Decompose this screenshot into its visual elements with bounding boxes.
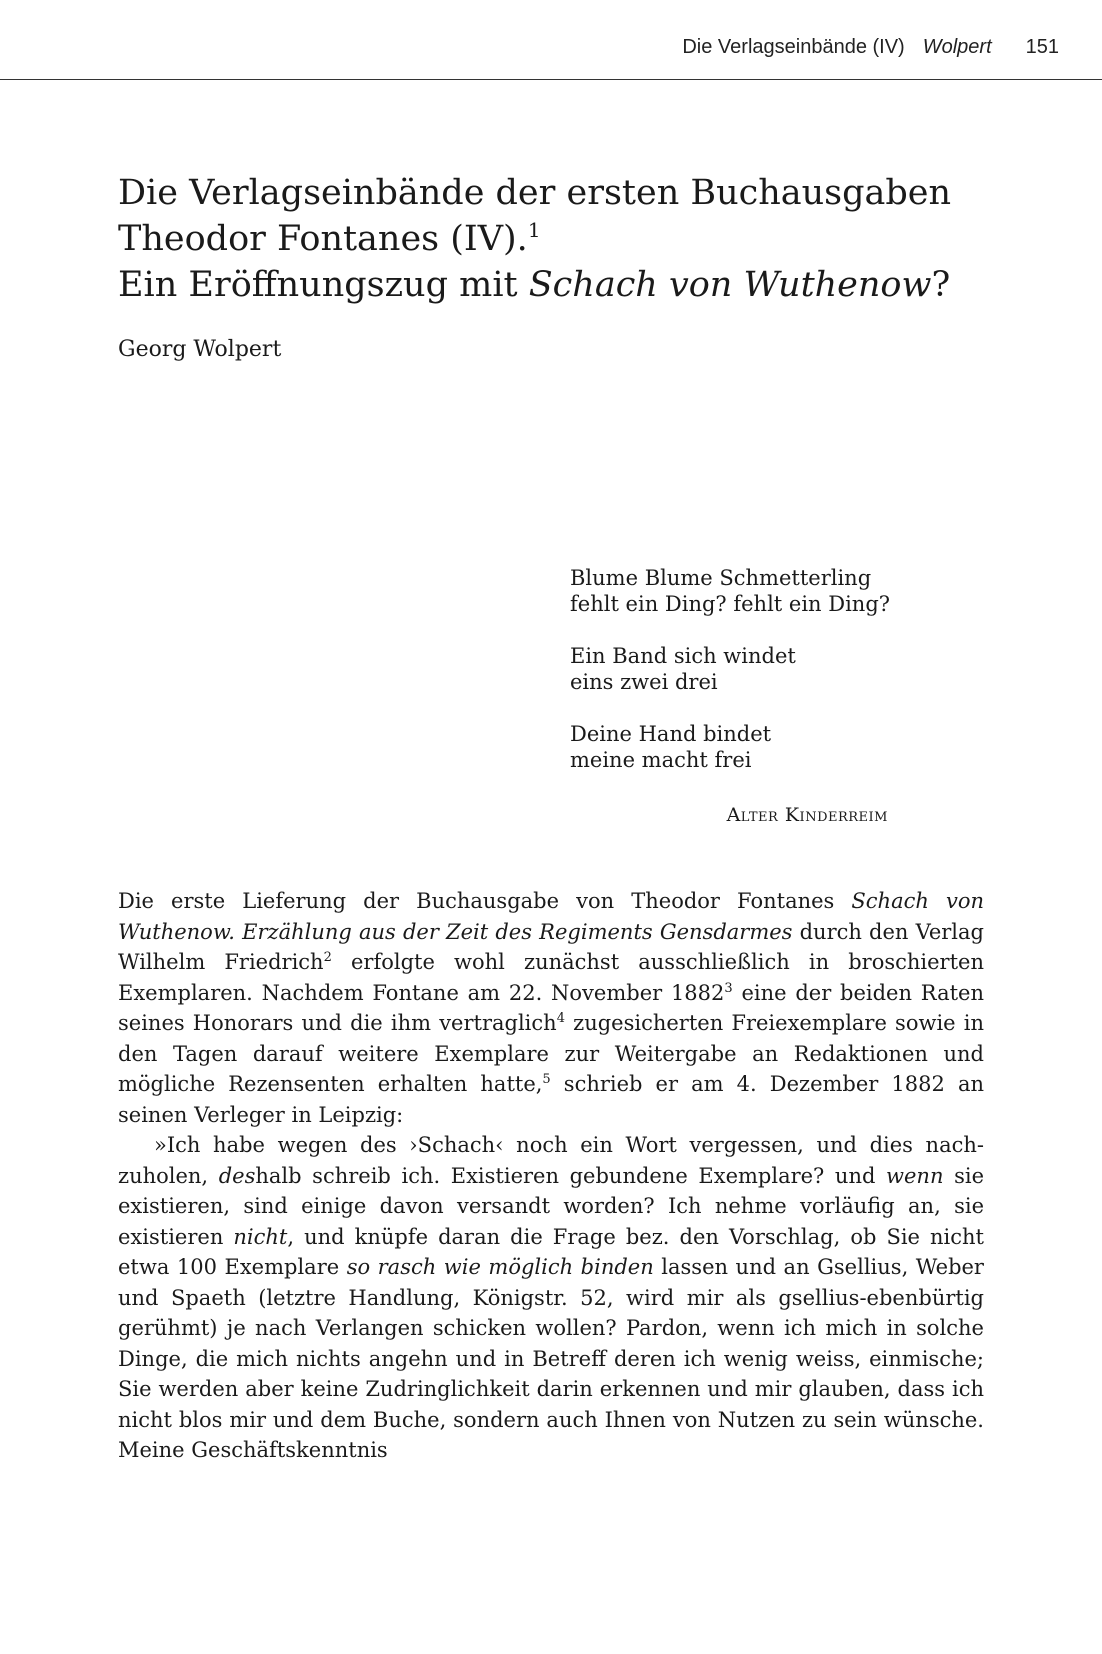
epigraph-line: eins zwei drei bbox=[570, 670, 718, 694]
epigraph-stanza-2 bbox=[570, 643, 900, 695]
epigraph-line: fehlt ein Ding? fehlt ein Ding? bbox=[570, 592, 891, 616]
text-run: schrieb er am 4. Dezember 1882 an seinen Verleger in Leipzig: bbox=[118, 1072, 984, 1127]
title-line-3-suffix: ? bbox=[931, 265, 951, 305]
text-run: durch den Verlag Wilhelm Friedrich bbox=[118, 919, 984, 974]
text-run: zugesicherten Freiexemplare sowie in den Tagen darauf weitere Exemplare zur Weitergabe an Redaktionen und mögliche Rezensenten erhalten hatte, bbox=[118, 1011, 985, 1096]
article-title bbox=[118, 170, 1018, 308]
text-run: erfolgte wohl zunächst ausschließlich in broschierten Exemplaren. Nachdem Fontane am 22. November 1882 bbox=[118, 950, 984, 1005]
text-run: »Ich habe wegen des ›Schach‹ noch ein Wort vergessen, und dies nachzuholen, bbox=[118, 1133, 984, 1188]
text-run: sie existieren, sind einige davon versandt worden? Ich nehme vorläufig an, sie existieren bbox=[118, 1163, 984, 1249]
text-run: eine der beiden Raten seines Honorars und die ihm vertraglich bbox=[118, 980, 984, 1035]
text-run: halb schreib ich. Existieren gebundene Exemplare? und bbox=[255, 1163, 887, 1188]
running-head-content bbox=[682, 36, 1059, 59]
text-run: lassen und an Gsellius, Weber und Spaeth (letztre Handlung, Königstr. 52, wird mir als gsellius-ebenbürtig gerühmt) je nach Verlangen schicken wollen? Pardon, wenn ich mich in solche Dinge, die mich nichts angehn und in Betreff deren ich wenig weiss, einmische; Sie werden aber keine Zudringlichkeit darin erkennen und mir glauben, dass ich nicht blos mir und dem Buche, sondern auch Ihnen von Nutzen zu sein wünsche. Meine Geschäftskenntnis bbox=[118, 1255, 984, 1462]
page-number: 151 bbox=[1025, 36, 1059, 58]
title-line-1: Die Verlagseinbände der ersten Buchausgaben bbox=[118, 173, 952, 213]
text-run: Die erste Lieferung der Buchausgabe von Theodor Fontanes bbox=[118, 889, 852, 913]
title-line-3-italic: Schach von Wuthenow bbox=[528, 265, 932, 305]
emphasis-italic: des bbox=[218, 1163, 256, 1188]
epigraph-line: meine macht frei bbox=[570, 748, 752, 772]
epigraph-line: Ein Band sich windet bbox=[570, 644, 796, 668]
paragraph-1 bbox=[118, 886, 984, 1130]
title-line-2: Theodor Fontanes (IV). bbox=[118, 219, 528, 259]
body-text bbox=[118, 886, 984, 1466]
epigraph-source: Alter Kinderreim bbox=[726, 804, 888, 826]
epigraph-stanza-1 bbox=[570, 565, 900, 617]
running-head-author: Wolpert bbox=[922, 36, 992, 58]
emphasis-italic: so rasch wie möglich binden bbox=[346, 1255, 654, 1279]
epigraph bbox=[570, 565, 900, 799]
running-head-title: Die Verlagseinbände (IV) bbox=[682, 36, 905, 58]
epigraph-stanza-3 bbox=[570, 721, 900, 773]
footnote-ref-2[interactable]: 2 bbox=[323, 950, 332, 965]
paragraph-2-quote bbox=[118, 1130, 984, 1466]
title-footnote-ref[interactable]: 1 bbox=[527, 218, 541, 242]
emphasis-italic: nicht bbox=[233, 1224, 288, 1249]
footnote-ref-3[interactable]: 3 bbox=[724, 980, 733, 996]
epigraph-line: Deine Hand bindet bbox=[570, 722, 772, 746]
footnote-ref-4[interactable]: 4 bbox=[556, 1011, 565, 1026]
text-run: , und knüpfe daran die Frage bez. den Vorschlag, ob Sie nicht etwa 100 Exemplare bbox=[118, 1224, 984, 1279]
epigraph-line: Blume Blume Schmetterling bbox=[570, 566, 872, 590]
running-head bbox=[0, 0, 1102, 80]
footnote-ref-5[interactable]: 5 bbox=[542, 1072, 551, 1087]
title-line-3-prefix: Ein Eröffnungszug mit bbox=[118, 265, 529, 305]
article-author: Georg Wolpert bbox=[118, 337, 282, 362]
emphasis-italic: wenn bbox=[886, 1163, 944, 1188]
book-title-italic: Schach von Wuthenow. Erzählung aus der Zeit des Regiments Gensdarmes bbox=[118, 889, 984, 944]
